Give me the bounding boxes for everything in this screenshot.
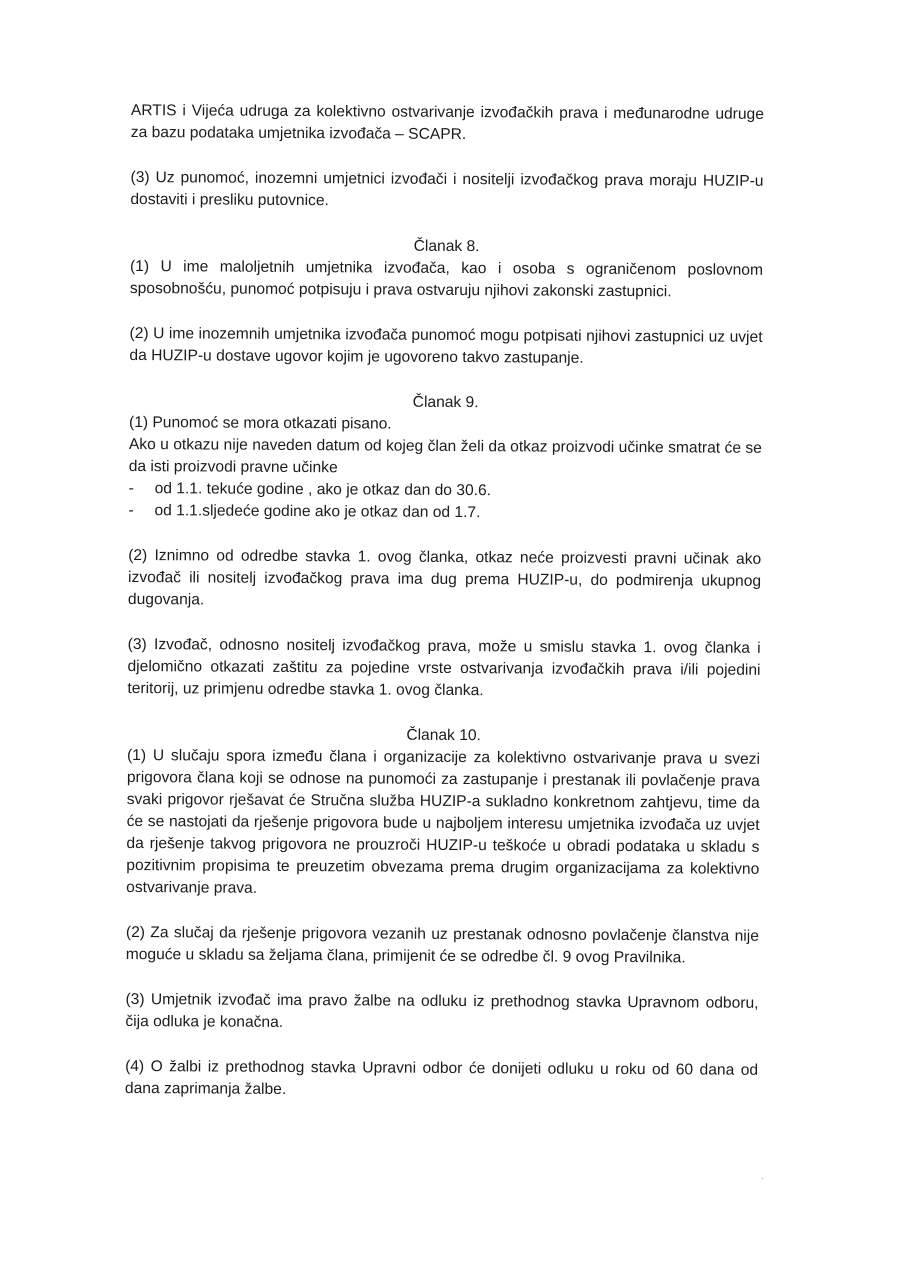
article-10-paragraph-1: (1) U slučaju spora između člana i organizacije za kolektivno ostvarivanje prava u svezi prigovora člana koji se odnose na punomoći za zastupanje i prestanak ili povlačenje prava svaki prigovor rješavat će Stručna služba HUZIP-a sukladno konkretnom zahtjevu, time da će se nastojati da rješenje prigovora bude u najboljem interesu umjetnika izvođača uz uvjet da rješenje takvog prigovora ne prouzroči HUZIP-u teškoće u obradi podataka u skladu s pozitivnim propisima te preuzetim obvezama prema drugim organizacijama za kolektivno ostvarivanje prava. [126, 746, 761, 897]
article-9-paragraph-3: (3) Izvođač, odnosno nositelj izvođačkog prava, može u smislu stavka 1. ovog članka i djelomično otkazati zaštitu za pojedine vrste ostvarivanja izvođačkih prava i/ili pojedini teritorij, uz primjenu odredbe stavka 1. ovog članka. [127, 635, 761, 700]
article-9 [127, 390, 762, 704]
article-10-paragraph-3: (3) Umjetnik izvođač ima pravo žalbe na odluku iz prethodnog stavka Upravnom odboru, čija odluka je konačna. [125, 990, 759, 1031]
article-9-paragraph-1-line-2: Ako u otkazu nije naveden datum od kojeg član želi da otkaz proizvodi učinke smatrat će se da isti proizvodi pravne učinke [128, 435, 762, 477]
article-9-title: Članak 9. [412, 393, 479, 412]
article-8 [129, 234, 763, 371]
article-10-title: Članak 10. [406, 726, 481, 745]
article-9-paragraph-1-line-1: (1) Punomoć se mora otkazati pisano. [128, 413, 392, 433]
list-dash: - [128, 501, 134, 520]
article-8-title: Članak 8. [413, 237, 480, 256]
article-8-paragraph-2: (2) U ime inozemnih umjetnika izvođača punomoć mogu potpisati njihovi zastupnici uz uvjet da HUZIP-u dostave ugovor kojim je ugovoreno takvo zastupanje. [129, 324, 763, 367]
list-item [128, 500, 761, 526]
list-item-text: od 1.1. tekuće godine , ako je otkaz dan do 30.6. [154, 480, 492, 500]
article-10-paragraph-4: (4) O žalbi iz prethodnog stavka Upravni odbor će donijeti odluku u roku od 60 dana od dana zaprimanja žalbe. [124, 1057, 759, 1098]
article-9-list [128, 478, 761, 526]
list-dash: - [128, 479, 134, 498]
continued-paragraph: ARTIS i Vijeća udruga za kolektivno ostvarivanje izvođačkih prava i međunarodne udruge za bazu podataka umjetnika izvođača – SCAPR. [130, 101, 764, 144]
article-10 [125, 723, 760, 1104]
paragraph-7-3: (3) Uz punomoć, inozemni umjetnici izvođači i nositelji izvođačkog prava moraju HUZIP-u dostaviti i presliku putovnice. [130, 168, 764, 210]
article-9-paragraph-2: (2) Iznimno od odredbe stavka 1. ovog članka, otkaz neće proizvesti pravni učinak ako izvođač ili nositelj izvođačkog prava ima dug prema HUZIP-u, do podmirenja ukupnog dugovanja. [127, 546, 762, 609]
document-page [125, 100, 764, 1127]
scan-speck [762, 1178, 763, 1179]
list-item-text: od 1.1.sljedeće godine ako je otkaz dan od 1.7. [154, 502, 481, 522]
article-10-paragraph-2: (2) Za slučaj da rješenje prigovora vezanih uz prestanak odnosno povlačenje članstva nije moguće u skladu sa željama člana, primijenit će se odredbe čl. 9 ovog Pravilnika. [125, 923, 759, 967]
article-8-paragraph-1: (1) U ime maloljetnih umjetnika izvođača, kao i osoba s ograničenom poslovnom sposobnošću, punomoć potpisuju i prava ostvaruju njihovi zakonski zastupnici. [129, 257, 764, 301]
